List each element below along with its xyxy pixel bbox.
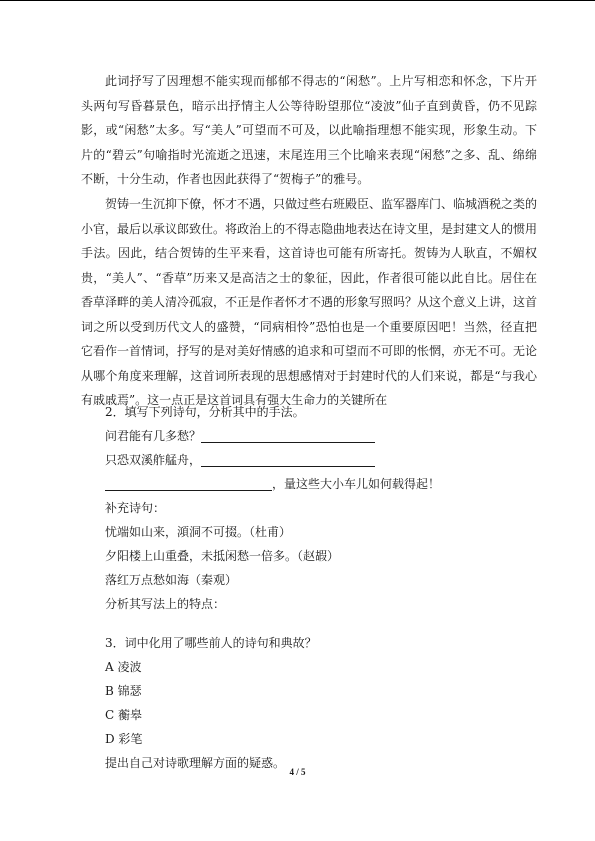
- fill-line-2-text: 只恐双溪舴艋舟，: [105, 453, 202, 467]
- fill-line-2: [105, 452, 375, 468]
- fill-line-3-text: ，量这些大小车儿如何载得起！: [272, 477, 441, 491]
- option-d: D 彩笔: [105, 732, 143, 746]
- supplement-label: 补充诗句：: [105, 501, 166, 515]
- poem-line-3: 落红万点愁如海（秦观）: [105, 573, 238, 587]
- header-rule: [0, 0, 595, 1]
- doubt-prompt: 提出自己对诗歌理解方面的疑惑。: [105, 756, 286, 770]
- option-b: B 锦瑟: [105, 684, 142, 698]
- question-2-title: 2．填写下列诗句，分析其中的手法。: [105, 405, 305, 419]
- option-c: C 蘅皋: [105, 708, 142, 722]
- answer-blank-1[interactable]: [201, 429, 375, 443]
- paragraph-1: 此词抒写了因理想不能实现而郁郁不得志的“闲愁”。上片写相恋和怀念，下片开头两句写昏暮景色，暗示出抒情主人公等待盼望那位“凌波”仙子直到黄昏，仍不见踪影，或“闲愁”太多。写“美人”可望而不可及，以此喻指理想不能实现，形象生动。下片的“碧云”句喻指时光流逝之迅速，末尾连用三个比喻来表现“闲愁”之多、乱、绵绵不断，十分生动，作者也因此获得了“贺梅子”的雅号。: [81, 74, 537, 186]
- option-a: A 凌波: [105, 660, 142, 674]
- poem-line-2: 夕阳楼上山重叠，未抵闲愁一倍多。（赵嘏）: [105, 549, 340, 563]
- poem-line-1: 忧端如山来，澒洞不可掇。（杜甫）: [105, 525, 292, 539]
- answer-blank-3[interactable]: [105, 477, 272, 491]
- page-number: 4 / 5: [289, 767, 306, 777]
- paragraph-2: 贺铸一生沉抑下僚，怀才不遇，只做过些右班殿臣、监军器库门、临城酒税之类的小官，最后以承议郎致仕。将政治上的不得志隐曲地表达在诗文里，是封建文人的惯用手法。因此，结合贺铸的生平来看，这首诗也可能有所寄托。贺铸为人耿直，不媚权贵，“美人”、“香草”历来又是高洁之士的象征，因此，作者很可能以此自比。居住在香草泽畔的美人清冷孤寂，不正是作者怀才不遇的形象写照吗？从这个意义上讲，这首词之所以受到历代文人的盛赞，“同病相怜”恐怕也是一个重要原因吧！当然，径直把它看作一首情词，抒写的是对美好情感的追求和可望而不可即的怅惘，亦无不可。无论从哪个角度来理解，这首词所表现的思想感情对于封建时代的人们来说，都是“与我心有戚戚焉”。这一点正是这首词具有强大生命力的关键所在: [81, 197, 538, 407]
- fill-line-1-text: 问君能有几多愁？: [105, 429, 202, 443]
- analysis-prompt: 分析其写法上的特点：: [105, 597, 226, 611]
- question-3-title: 3．词中化用了哪些前人的诗句和典故？: [105, 636, 317, 650]
- answer-blank-2[interactable]: [201, 453, 375, 467]
- fill-line-1: [105, 428, 375, 444]
- fill-line-3: [105, 476, 440, 492]
